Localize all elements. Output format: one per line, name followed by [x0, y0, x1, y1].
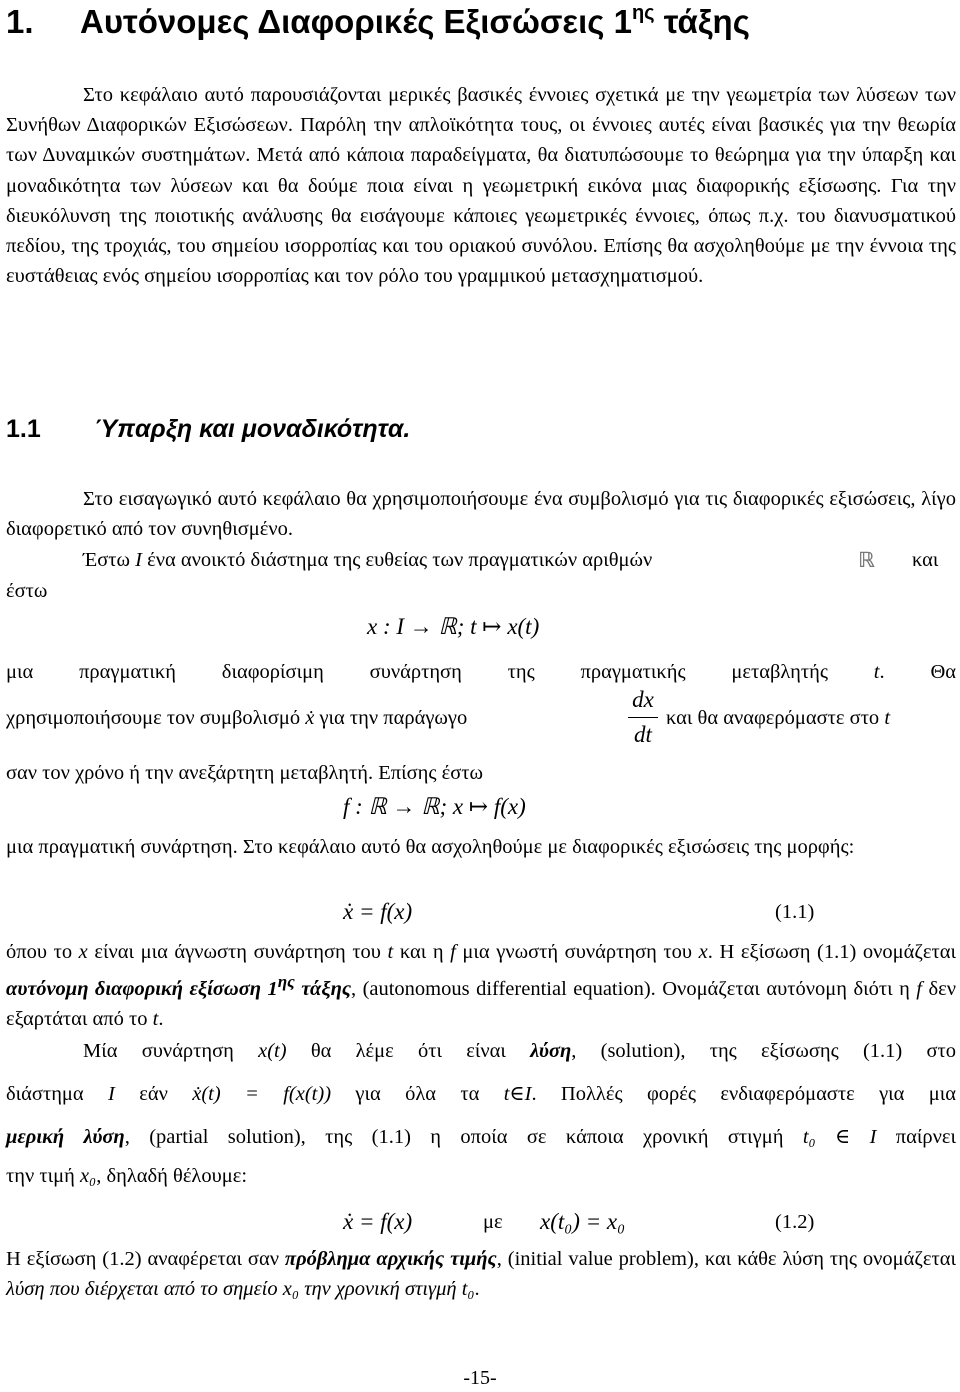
equation-1-1-number: (1.1)	[775, 901, 815, 923]
term-text: αυτόνομη διαφορική εξίσωση 1	[6, 978, 278, 1001]
paragraph-initial-value	[6, 1161, 247, 1191]
text-segment: Η εξίσωση (1.2) αναφέρεται σαν	[6, 1248, 285, 1270]
term-solution: λύση	[530, 1040, 572, 1062]
page-number: -15-	[463, 1367, 497, 1389]
fraction-numerator: dx	[632, 687, 654, 712]
symbol-x0: x₀	[79, 1165, 97, 1187]
text-segment: , (partial solution), της (1.1) η οποία σε κάποια χρονική στιγμή	[124, 1126, 803, 1148]
paragraph-ivp-definition	[6, 1244, 956, 1304]
text-segment: μια πραγματική διαφορίσιμη συνάρτηση της πραγματικής μεταβλητής	[6, 661, 874, 683]
term-partial-solution: μερική λύση	[6, 1126, 125, 1148]
equation-1-1: ẋ = f(x)	[343, 899, 413, 924]
intro-paragraph: Στο κεφάλαιο αυτό παρουσιάζονται μερικές βασικές έννοιες σχετικά με την γεωμετρία των λύσεων των Συνήθων Διαφορικών Εξισώσεων. Παρόλη την απλοϊκότητα τους, οι έννοιες αυτές είναι βασικές για την θεωρία των Δυναμικών συστημάτων. Μετά από κάποια παραδείγματα, θα διατυπώσουμε το θεώρημα για την ύπαρξη και μοναδικότητα των λύσεων και θα δούμε ποια είναι η γεωμετρική εικόνα μιας διαφορικής εξίσωσης. Για την διευκόλυνση της ποιοτικής ανάλυσης θα εισάγουμε κάποιες γεωμετρικές έννοιες, όπως π.χ. του διανυσματικού πεδίου, της τροχιάς, του σημείου ισορροπίας και του οριακού συνόλου. Επίσης θα ασχοληθούμε με την έννοια της ευστάθειας ενός σημείου ισορροπίας και τον ρόλο του γραμμικού μετασχηματισμού.	[6, 84, 956, 288]
text-let: έστω	[6, 580, 48, 602]
text-segment: όπου το	[6, 941, 79, 963]
term-initial-value-problem: πρόβλημα αρχικής τιμής	[284, 1248, 497, 1270]
text-segment: δεν εξαρτάται από το	[6, 978, 956, 1031]
equation-map-f: f : ℝ → ℝ; x ↦ f(x)	[343, 794, 526, 819]
text-segment: διάστημα	[6, 1083, 109, 1105]
paragraph-real-function: μια πραγματική συνάρτηση. Στο κεφάλαιο αυτό θα ασχοληθούμε με διαφορικές εξισώσεις της μορφής:	[6, 836, 855, 858]
paragraph-derivative-notation	[6, 703, 467, 733]
text-segment: θα λέμε ότι είναι	[286, 1040, 531, 1062]
symbol-x: x	[78, 941, 88, 963]
section-title: Ύπαρξη και μοναδικότητα.	[94, 415, 411, 443]
equation-1-2-ode: ẋ = f(x)	[343, 1209, 413, 1234]
symbol-xdot: ẋ	[305, 707, 315, 729]
text-segment: . Πολλές φορές ενδιαφερόμαστε για μια	[531, 1083, 956, 1105]
paragraph-derivative-notation-end	[666, 703, 890, 733]
equation-1-2-number: (1.2)	[775, 1211, 815, 1233]
symbol-t: t	[873, 661, 880, 683]
text-segment: χρησιμοποιήσουμε τον συμβολισμό	[6, 707, 306, 729]
symbol-t: t	[152, 1008, 159, 1031]
symbol-xt: x(t)	[258, 1040, 287, 1062]
paragraph-time-variable: σαν τον χρόνο ή την ανεξάρτητη μεταβλητή. Επίσης έστω	[6, 762, 483, 784]
text-and: και	[912, 549, 939, 571]
equation-1-2-with: με	[483, 1211, 503, 1233]
term-superscript: ης	[277, 972, 295, 992]
text-segment: εάν	[114, 1083, 193, 1105]
text-segment: . Θα	[879, 661, 956, 683]
text-segment: για όλα τα	[331, 1083, 504, 1105]
derivative-fraction	[628, 686, 658, 749]
section-heading	[6, 412, 410, 446]
fraction-denominator: dt	[634, 722, 652, 747]
symbol-t: t	[884, 707, 891, 729]
text-segment: Μία συνάρτηση	[83, 1040, 259, 1062]
paragraph-interval	[83, 545, 652, 575]
text-segment: και η	[393, 941, 451, 963]
equation-1-2-initial-condition: x(t₀) = x₀	[540, 1209, 626, 1234]
text-segment: είναι μια άγνωστη συνάρτηση του	[87, 941, 388, 963]
italic-phrase: την χρονική στιγμή	[304, 1278, 457, 1301]
chapter-title-superscript: ης	[631, 2, 655, 24]
equation-map-x: x : I → ℝ; t ↦ x(t)	[367, 614, 540, 639]
symbol-f: f	[450, 941, 456, 963]
fraction-bar	[628, 717, 658, 718]
symbol-t: t	[387, 941, 394, 963]
inline-equation: ẋ(t) = f(x(t))	[192, 1083, 332, 1105]
symbol-I: I	[108, 1083, 115, 1105]
chapter-title-end: τάξης	[654, 3, 750, 40]
text-segment: μια γνωστή συνάρτηση του	[455, 941, 699, 963]
symbol-t0: t₀	[456, 1278, 475, 1301]
term-text: τάξης	[294, 978, 351, 1001]
italic-phrase: λύση που διέρχεται από το σημείο	[6, 1278, 278, 1301]
chapter-heading	[6, 2, 750, 42]
text-segment: . Η εξίσωση (1.1) ονομάζεται	[707, 941, 956, 963]
text-segment: Έστω	[83, 549, 136, 571]
symbol-t0-in-I: t₀ ∈ I	[802, 1126, 877, 1148]
chapter-number: 1.	[6, 3, 34, 40]
symbol-f: f	[916, 978, 922, 1001]
section-number: 1.1	[6, 415, 41, 443]
text-segment: , (autonomous differential equation). Ονομάζεται αυτόνομη διότι η	[350, 978, 917, 1001]
term-autonomous-ode	[6, 972, 351, 1001]
text-segment: παίρνει	[876, 1126, 957, 1148]
text-segment: , (initial value problem), και κάθε λύση της ονομάζεται	[496, 1248, 956, 1270]
symbol-I: I	[135, 549, 142, 571]
paragraph-notation: Στο εισαγωγικό αυτό κεφάλαιο θα χρησιμοποιήσουμε ένα συμβολισμό για τις διαφορικές εξισώσεις, λίγο διαφορετικό από τον συνηθισμένο.	[6, 488, 956, 541]
paragraph-autonomous-definition	[6, 937, 956, 1034]
symbol-x0: x₀	[277, 1278, 305, 1301]
text-segment: για την παράγωγο	[314, 707, 468, 729]
text-segment: , (solution), της εξίσωσης (1.1) στο	[571, 1040, 957, 1062]
text-segment: ένα ανοικτό διάστημα της ευθείας των πραγματικών αριθμών	[141, 549, 653, 571]
chapter-title: Αυτόνομες Διαφορικές Εξισώσεις 1	[80, 3, 632, 40]
reals-symbol: ℝ	[858, 548, 875, 572]
text-segment: .	[158, 1008, 164, 1031]
text-segment: , δηλαδή θέλουμε:	[96, 1165, 248, 1187]
text-segment: και θα αναφερόμαστε στο	[666, 707, 885, 729]
symbol-x: x	[698, 941, 708, 963]
paragraph-solution-definition	[6, 1036, 956, 1066]
text-segment: .	[474, 1278, 480, 1301]
paragraph-function-x	[6, 657, 956, 687]
paragraph-partial-solution	[6, 1122, 956, 1152]
paragraph-interval-condition	[6, 1079, 956, 1109]
symbol-t-in-I: t∈I	[503, 1083, 532, 1105]
text-segment: την τιμή	[6, 1165, 80, 1187]
